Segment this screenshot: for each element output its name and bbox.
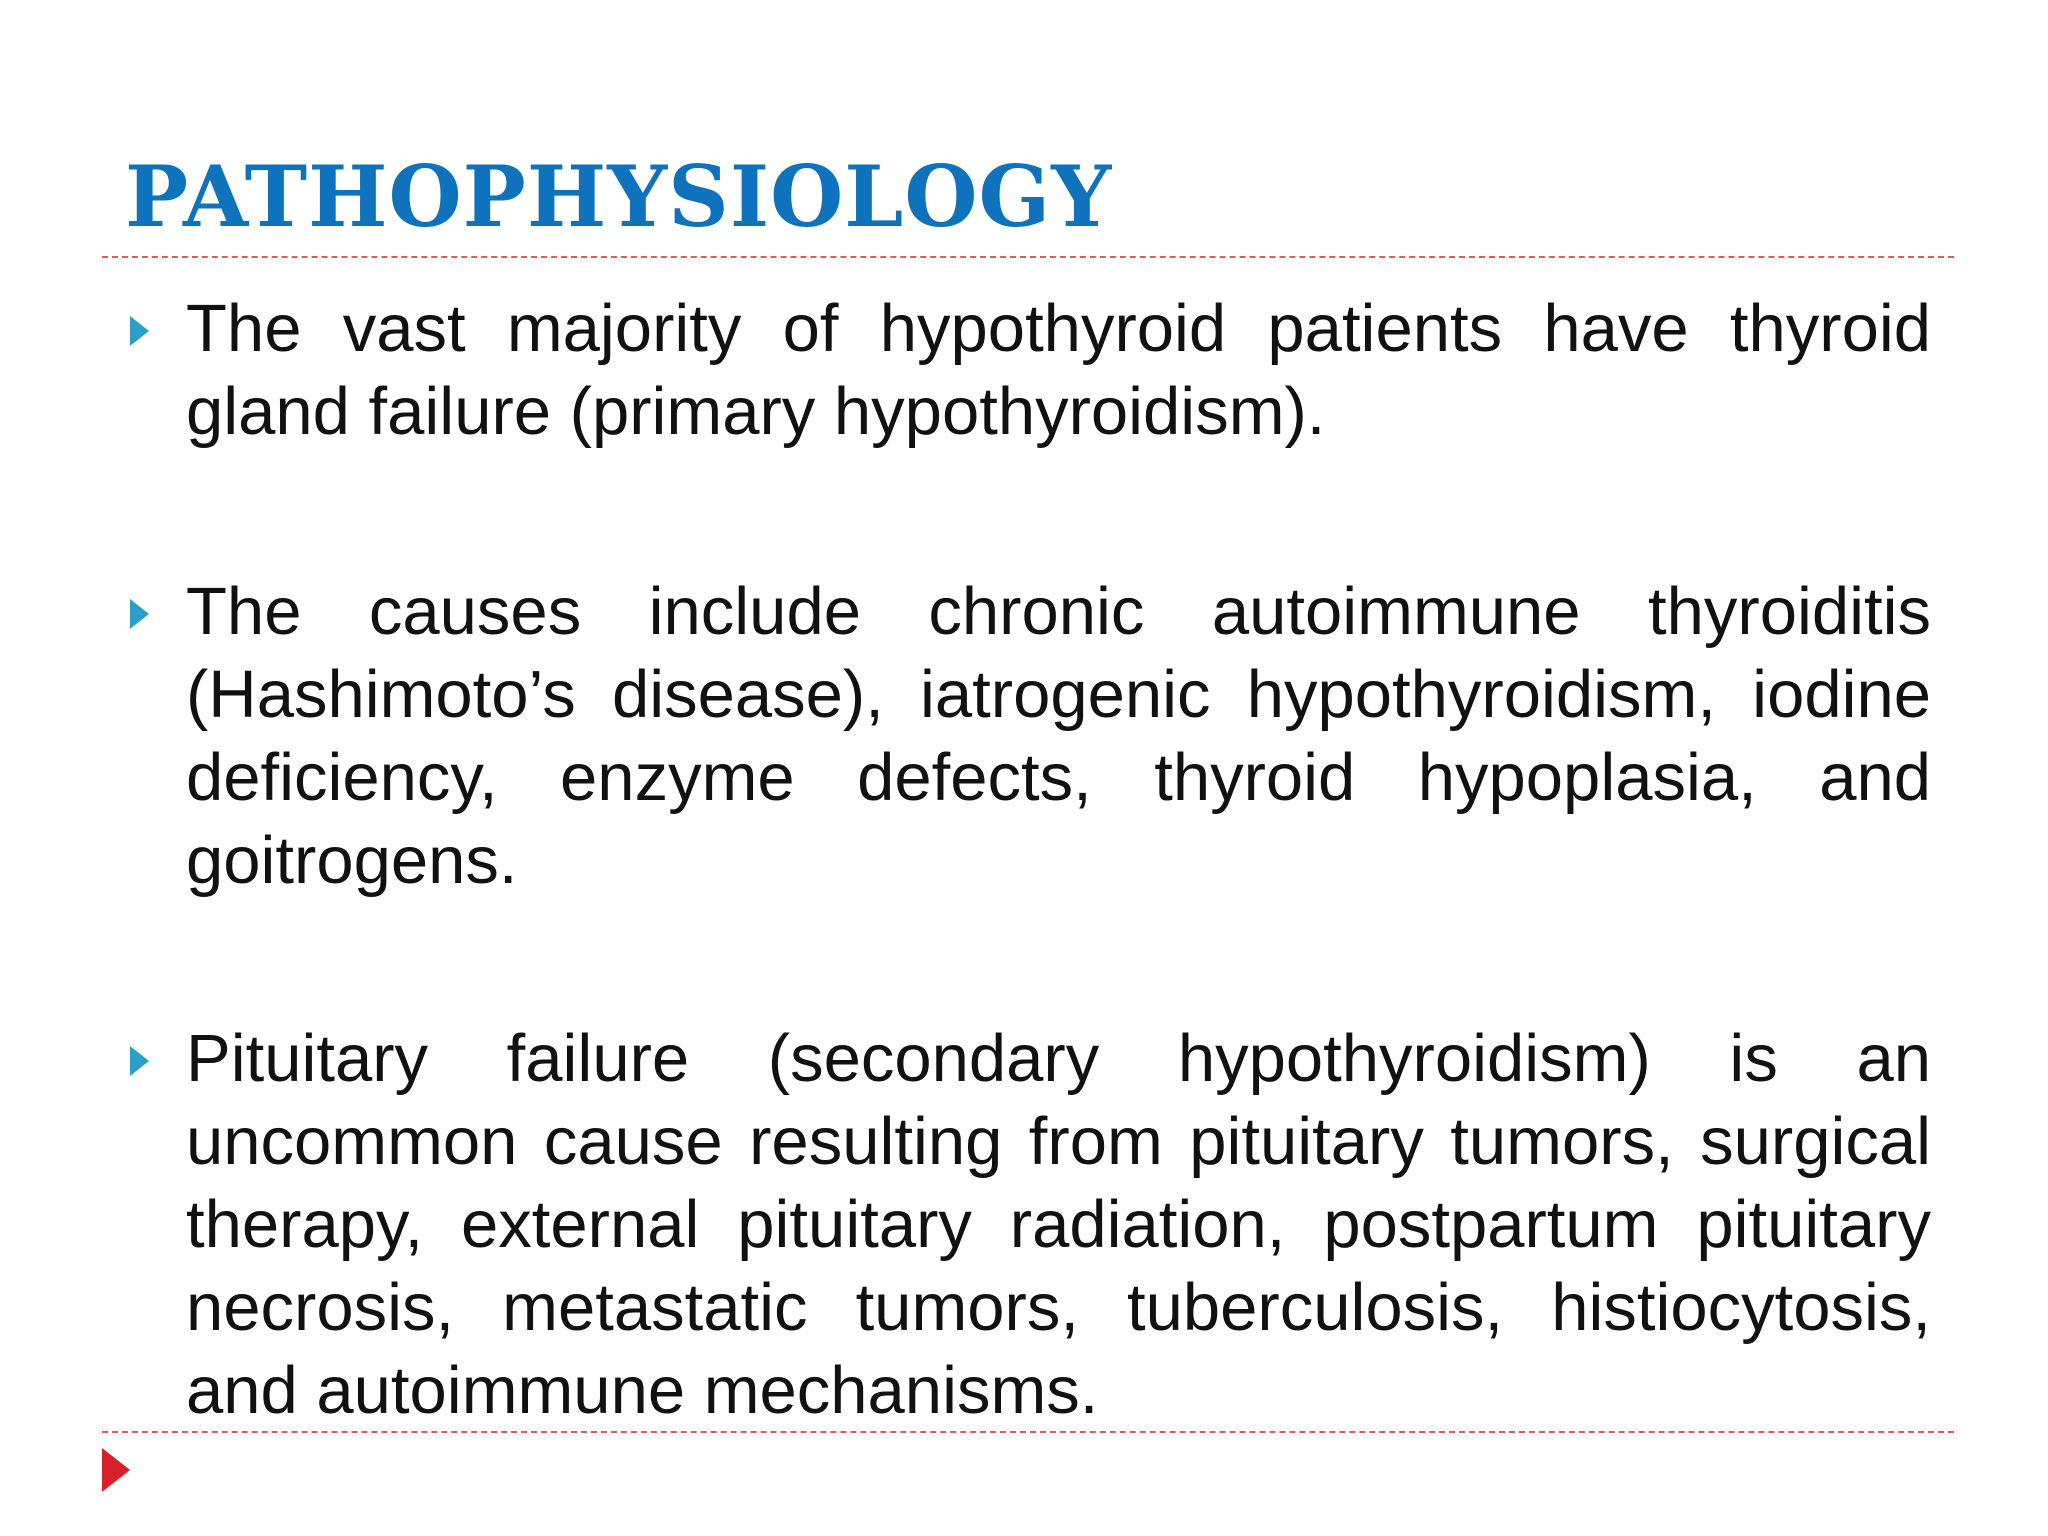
bullet-item: The vast majority of hypothyroid patients have thyroid gland failure (primary hypothyroidism).	[186, 291, 1931, 449]
footer-divider	[102, 1431, 1954, 1433]
slide-title: PATHOPHYSIOLOGY	[125, 147, 1113, 246]
bullet-arrow-icon	[130, 1046, 149, 1076]
bullet-item: Pituitary failure (secondary hypothyroidism) is an uncommon cause resulting from pituitary tumors, surgical therapy, external pituitary radiation, postpartum pituitary necrosis, metastatic tumors, tuberculosis, histiocytosis, and autoimmune mechanisms.	[186, 1021, 1931, 1428]
bullet-item: The causes include chronic autoimmune thyroiditis (Hashimoto’s disease), iatrogenic hypothyroidism, iodine deficiency, enzyme defects, thyroid hypoplasia, and goitrogens.	[186, 574, 1931, 898]
bullet-arrow-icon	[130, 316, 149, 346]
corner-arrow-icon	[102, 1448, 130, 1492]
bullet-arrow-icon	[130, 599, 149, 629]
